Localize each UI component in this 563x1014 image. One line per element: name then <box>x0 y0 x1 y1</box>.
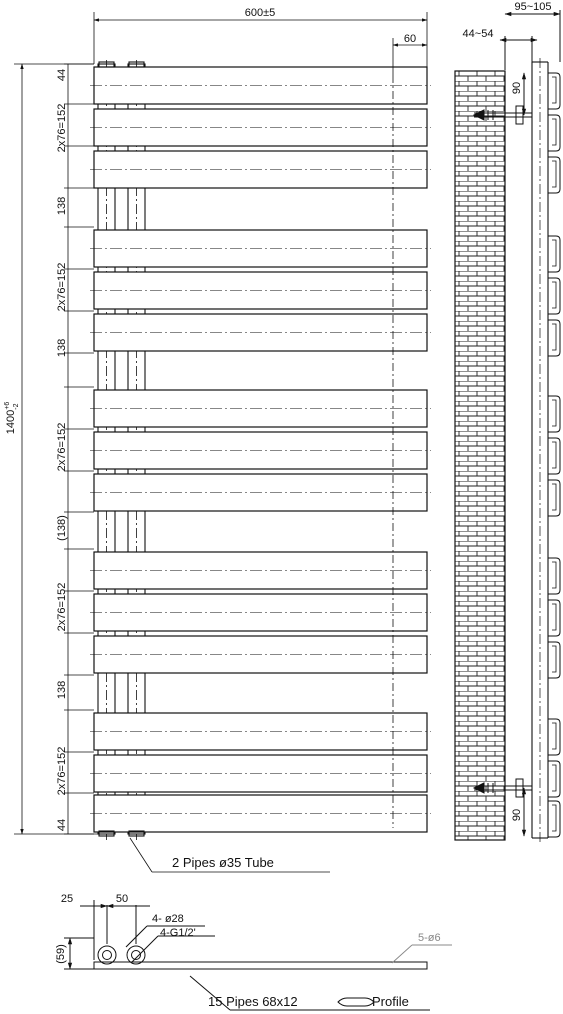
side-fin-inner <box>552 400 556 426</box>
side-fin-2 <box>548 115 560 151</box>
side-fin-4 <box>548 236 560 272</box>
side-fin-inner <box>552 604 556 630</box>
pipe-x2-label: 50 <box>115 893 129 905</box>
left-dim-labels <box>56 69 68 831</box>
group-pitch-label-4: 2x76=152 <box>56 582 68 632</box>
side-fin-inner <box>552 282 556 308</box>
pipes-note: 2 Pipes ø35 Tube <box>172 855 274 870</box>
side-profile-fins <box>548 73 560 837</box>
profile-note-prefix: 15 Pipes 68x12 <box>208 994 298 1009</box>
overall-width-label: 600±5 <box>244 7 276 19</box>
side-fin-15 <box>548 801 560 837</box>
side-fin-14 <box>548 761 560 797</box>
group-pitch-label-5: 2x76=152 <box>56 746 68 796</box>
side-fin-1 <box>548 73 560 109</box>
height-label <box>4 402 20 435</box>
gap-label-2: 138 <box>56 338 68 358</box>
side-fin-13 <box>548 719 560 755</box>
group-pitch-label-2: 2x76=152 <box>56 262 68 312</box>
svg-text:1400+6-2: $1400^{+6}$ -2 <box>4 401 20 435</box>
side-fin-9 <box>548 480 560 516</box>
depth-label: 95~105 <box>514 1 552 13</box>
side-view-radiator <box>532 58 548 842</box>
side-fin-5 <box>548 278 560 314</box>
side-fin-inner <box>552 240 556 266</box>
bracket-top-label: 90 <box>511 81 523 95</box>
side-fin-inner <box>552 484 556 510</box>
side-fin-inner <box>552 77 556 103</box>
gap-ref-label: (138) <box>56 515 68 541</box>
side-fin-inner <box>552 119 556 145</box>
side-fin-inner <box>552 562 556 588</box>
left-dimension-ticks <box>64 64 94 834</box>
side-fin-inner <box>552 442 556 468</box>
side-fin-inner <box>552 324 556 350</box>
bar-top-label: 44 <box>56 68 68 82</box>
side-fin-inner <box>552 723 556 749</box>
side-fin-inner <box>552 161 556 187</box>
group-pitch-label-3: 2x76=152 <box>56 422 68 472</box>
brick-wall <box>455 71 505 840</box>
horizontal-bars <box>90 67 431 832</box>
bar-bottom-label: 44 <box>56 818 68 832</box>
side-fin-inner <box>552 805 556 831</box>
gap-label-3: 138 <box>56 680 68 700</box>
side-fin-11 <box>548 600 560 636</box>
bottom-depth-label: (59) <box>55 944 67 964</box>
side-fin-6 <box>548 320 560 356</box>
group-pitch-label-1: 2x76=152 <box>56 103 68 153</box>
pin-callout <box>392 945 452 963</box>
bracket-bottom-label: 90 <box>511 808 523 822</box>
side-fin-7 <box>548 396 560 432</box>
side-fin-10 <box>548 558 560 594</box>
gap-label-1: 138 <box>56 196 68 216</box>
pin-label: 5-ø6 <box>418 932 441 944</box>
wall-gap-label: 44~54 <box>462 28 494 40</box>
pipe-x1-label: 25 <box>60 893 74 905</box>
hole-dia-label: 4- ø28 <box>152 913 184 925</box>
offset-right-label: 60 <box>403 33 417 45</box>
side-fin-8 <box>548 438 560 474</box>
profile-note-suffix: Profile <box>372 994 409 1009</box>
side-fin-12 <box>548 642 560 678</box>
side-fin-inner <box>552 765 556 791</box>
side-fin-3 <box>548 157 560 193</box>
side-fin-inner <box>552 646 556 672</box>
thread-label: 4-G1/2' <box>160 927 196 939</box>
